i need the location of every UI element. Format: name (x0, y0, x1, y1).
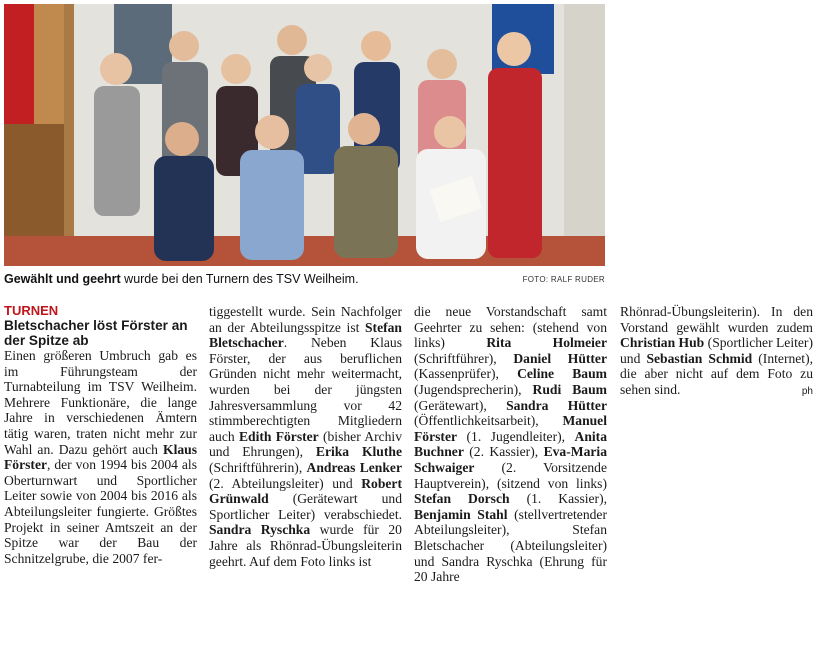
article-headline: Bletschacher löst Förster an der Spitze ab (4, 318, 188, 348)
person-name: Robert Grünwald (209, 475, 402, 507)
person-name: Manuel Förster (414, 413, 607, 444)
person-name: Andreas Lenker (306, 459, 402, 475)
article-column-4 (620, 304, 813, 400)
person-name: Sebastian Schmid (646, 350, 753, 366)
person-name: Anita Buchner (414, 428, 607, 460)
person-name: Eva-Maria Schwaiger (414, 444, 607, 475)
person-name: Christian Hub (620, 335, 705, 351)
article-kicker: TURNEN (4, 303, 59, 318)
person-name: Stefan Dorsch (414, 491, 510, 507)
column-body-2: tiggestellt wurde. Sein Nachfolger an der Abteilungsspitze ist Stefan Bletschacher. Neben Klaus Förster, der aus beruflichen Gründen nicht mehr weitermacht, wurden bei der jüngsten Jahresversammlung vor 42 stimmberechtigten Mitgliedern auch Edith Förster (bisher Archiv und Ehrungen), Erika Kluthe (Schriftführerin), Andreas Lenker (2. Abteilungsleiter) und Robert Grünwald (Gerätewart und Sportlicher Leiter) verabschiedet. Sandra Ryschka wurde für 20 Jahre als Rhönrad-Übungsleiterin geehrt. Auf dem Foto links ist (209, 304, 402, 569)
person-name: Sandra Hütter (506, 397, 607, 413)
person-name: Daniel Hütter (513, 350, 608, 366)
column-body-1: Einen größeren Umbruch gab es im Führungsteam der Turnabteilung im TSV Weilheim. Mehrere Funktionäre, die lange Jahre in verschiedenen Ämtern tätig waren, traten nicht mehr zur Wahl an. Dazu gehört auch Klaus Förster, der von 1994 bis 2004 als Oberturnwart und Sportlicher Leiter sowie von 2004 bis 2016 als Abteilungsleiter fungierte. Größtes Projekt in seiner Amtszeit an der Spitze war der Bau der Schnitzelgrube, die 2007 fer- (4, 348, 197, 566)
caption-text: wurde bei den Turnern des TSV Weilheim. (120, 272, 359, 286)
person-name: Celine Baum (517, 366, 607, 382)
article-column-1 (4, 304, 197, 566)
person-name: Stefan Bletschacher (209, 319, 402, 351)
article-column-3 (414, 304, 607, 585)
article-column-2 (209, 304, 402, 569)
group-photo-illustration (4, 4, 605, 266)
person-name: Rita Holmeier (486, 335, 607, 351)
column-body-4: Rhönrad-Übungsleiterin). In den Vorstand gewählt wurden zudem Christian Hub (Sportlicher Leiter) und Sebastian Schmid (Internet), die aber nicht auf dem Foto zu sehen sind. (620, 304, 814, 397)
caption-bold: Gewählt und geehrt (4, 272, 121, 286)
photo-caption (4, 272, 605, 286)
person-name: Sandra Ryschka (209, 522, 311, 538)
photo-credit: FOTO: RALF RUDER (522, 275, 605, 284)
person-name: Rudi Baum (532, 381, 607, 397)
person-name: Benjamin Stahl (414, 506, 508, 522)
column-body-3: die neue Vorstandschaft samt Geehrter zu sehen: (stehend von links) Rita Holmeier (Schriftführer), Daniel Hütter (Kassenprüfer), Celine Baum (Jugendsprecherin), Rudi Baum (Gerätewart), Sandra Hütter (Öffentlichkeitsarbeit), Manuel Förster (1. Jugendleiter), Anita Buchner (2. Kassier), Eva-Maria Schwaiger (2. Vorsitzende Hauptverein), (sitzend von links) Stefan Dorsch (1. Kassier), Benjamin Stahl (stellvertretender Abteilungsleiter), Stefan Bletschacher (Abteilungsleiter) und Sandra Ryschka (Ehrung für 20 Jahre (414, 304, 608, 585)
group-photo (4, 4, 605, 266)
person-name: Erika Kluthe (315, 444, 402, 460)
person-name: Edith Förster (238, 428, 319, 444)
person-name: Klaus Förster (4, 441, 197, 473)
author-signature: ph (801, 385, 813, 397)
